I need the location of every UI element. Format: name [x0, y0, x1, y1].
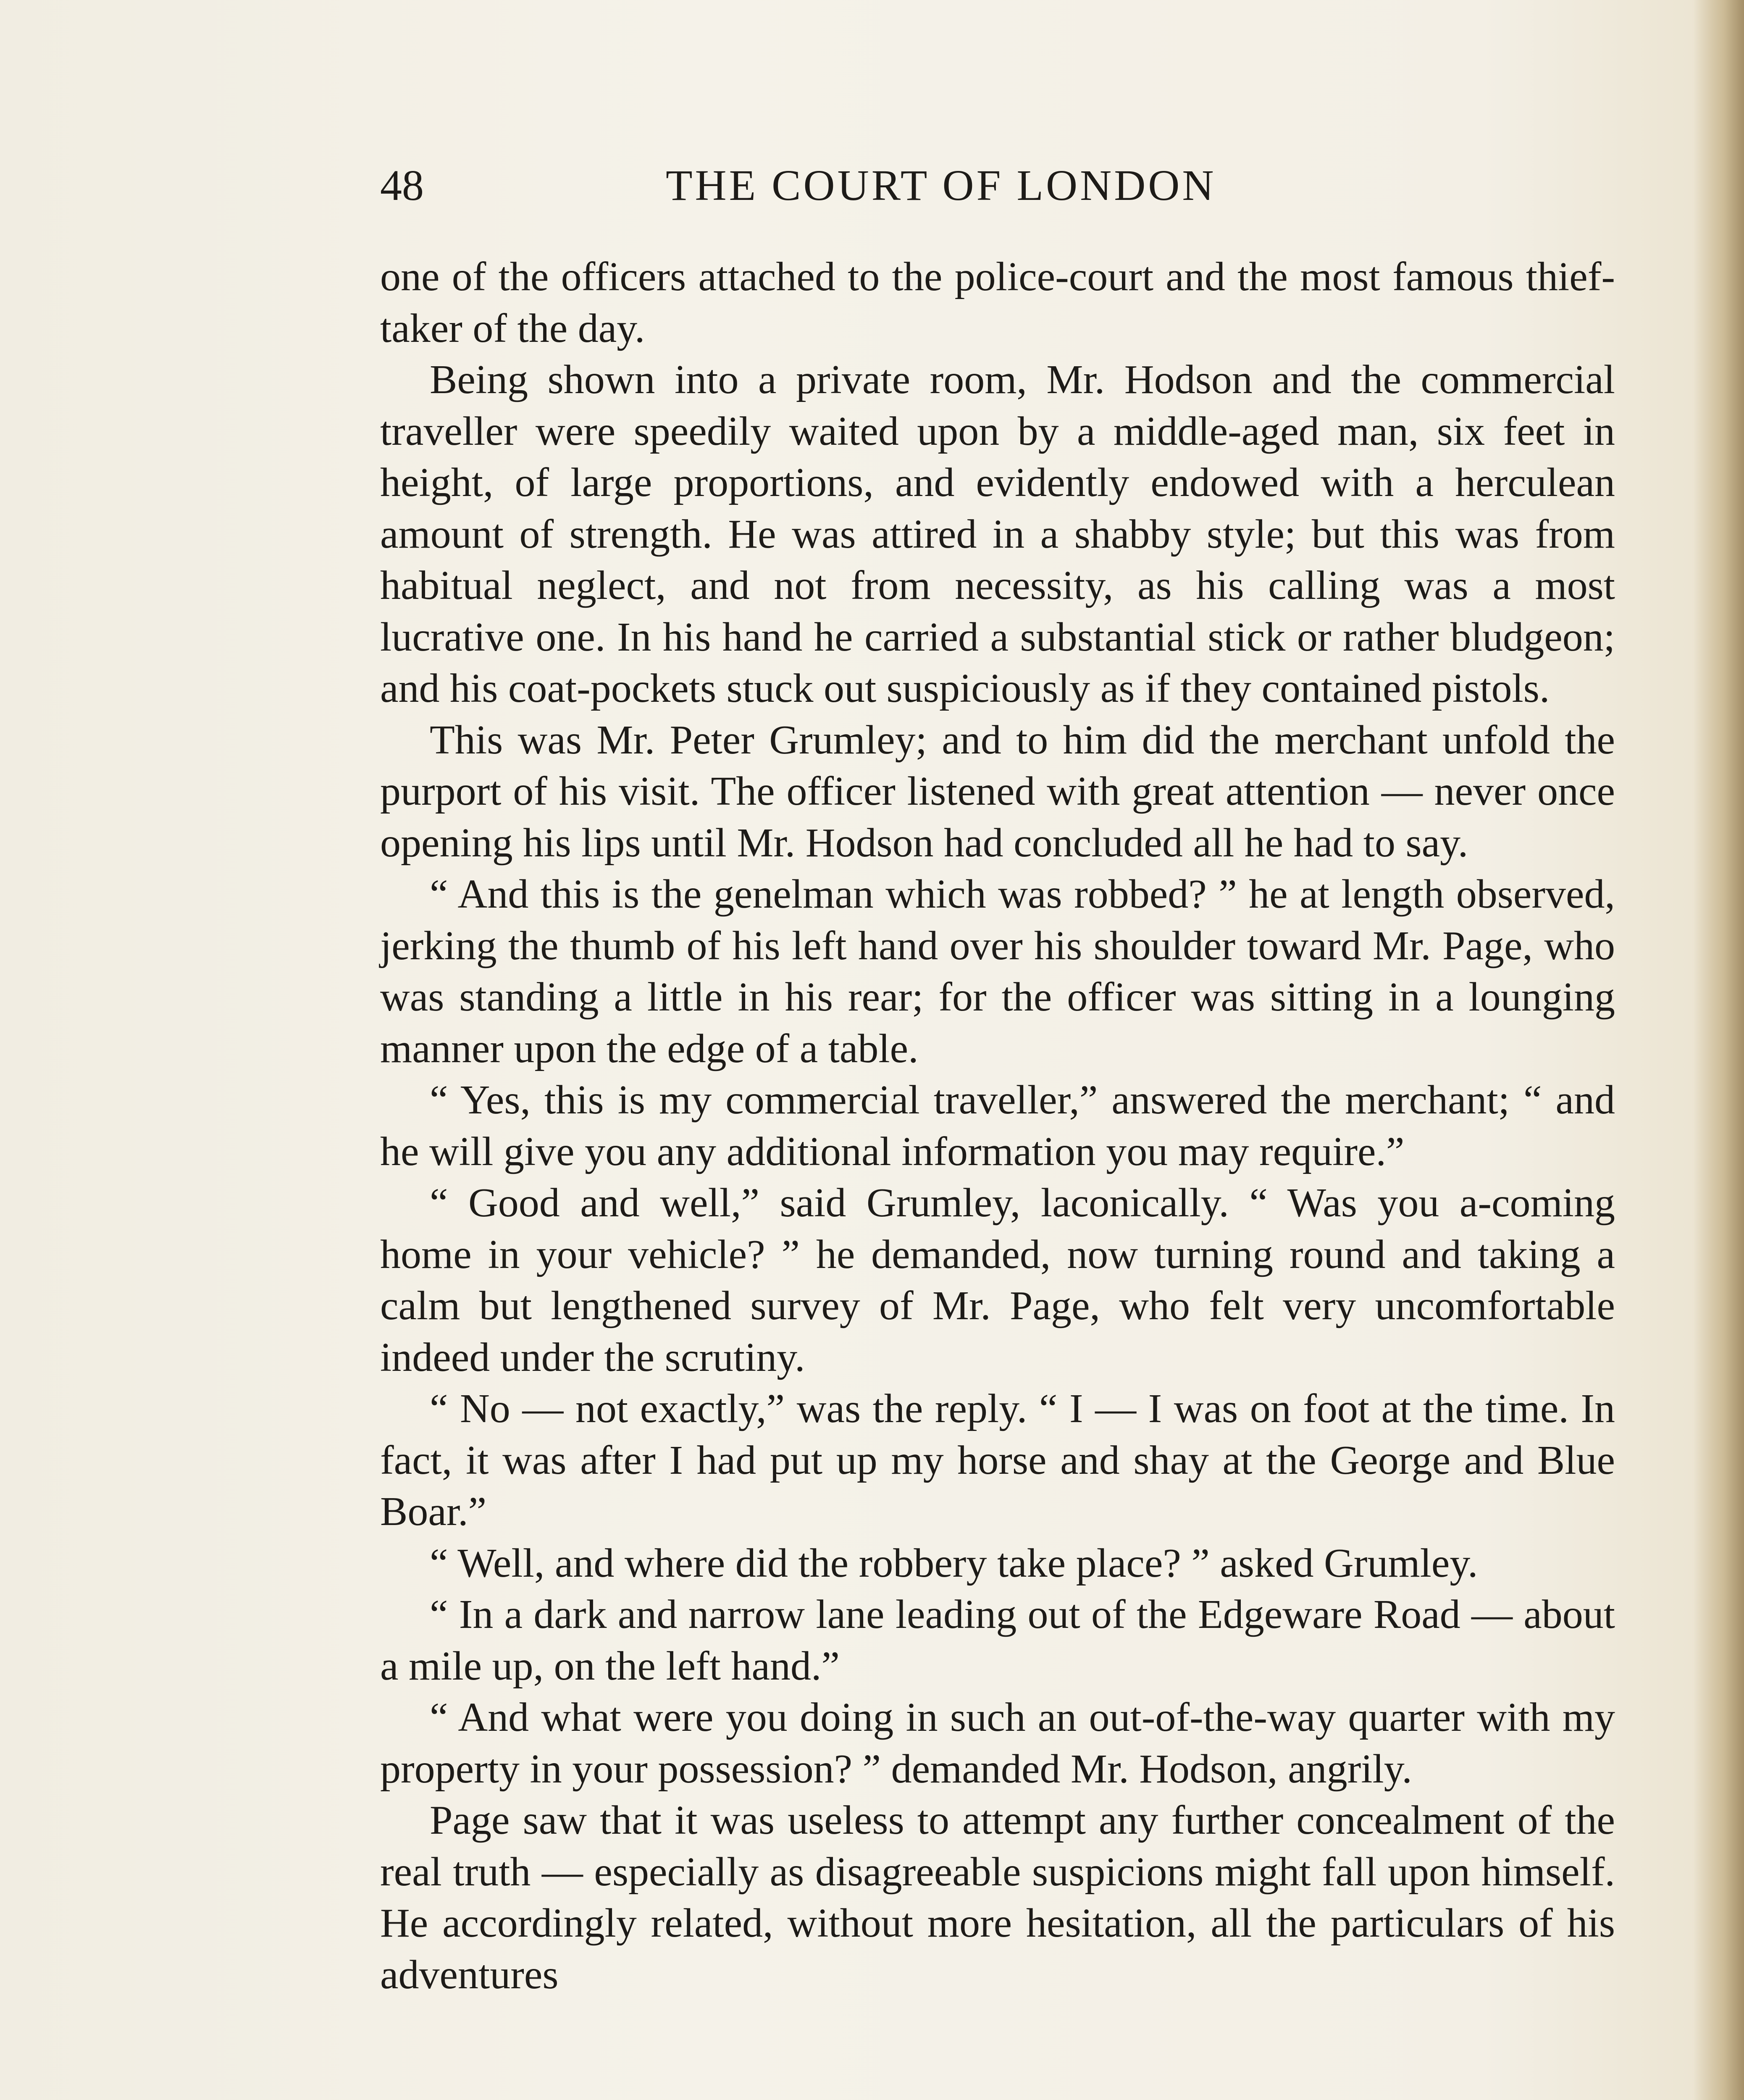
- paragraph: “ No — not exactly,” was the reply. “ I — I was on foot at the time. In fact, it was after I had put up my horse and shay at the George and Blue Boar.”: [380, 1386, 1615, 1534]
- paragraph: This was Mr. Peter Grumley; and to him did the merchant unfold the purport of his visit. The officer listened with great attention — never once opening his lips until Mr. Hodson had concluded all he had to say.: [380, 717, 1615, 866]
- paragraph: one of the officers attached to the police-court and the most famous thief-taker of the day.: [380, 254, 1615, 351]
- running-head: THE COURT OF LONDON: [666, 161, 1216, 210]
- paragraph: “ Yes, this is my commercial traveller,” answered the merchant; “ and he will give you any additional information you may require.”: [380, 1077, 1615, 1174]
- page-edge-shadow: [1694, 0, 1744, 2100]
- page-header: [380, 156, 1615, 215]
- paragraph: “ Good and well,” said Grumley, laconically. “ Was you a-coming home in your vehicle? ” he demanded, now turning round and taking a calm but lengthened survey of Mr. Page, who felt very uncomfortable indeed under the scrutiny.: [380, 1180, 1615, 1380]
- paragraph: Page saw that it was useless to attempt any further concealment of the real truth — especially as disagreeable suspicions might fall upon himself. He accordingly related, without more hesitation, all the particulars of his adventures: [380, 1798, 1615, 1998]
- page-number: 48: [380, 161, 424, 210]
- paragraph: “ And what were you doing in such an out-of-the-way quarter with my property in your possession? ” demanded Mr. Hodson, angrily.: [380, 1695, 1615, 1792]
- body-text: [380, 251, 1615, 2000]
- paragraph: “ In a dark and narrow lane leading out of the Edgeware Road — about a mile up, on the left hand.”: [380, 1592, 1615, 1689]
- paragraph: “ Well, and where did the robbery take place? ” asked Grumley.: [430, 1540, 1478, 1586]
- paragraph: Being shown into a private room, Mr. Hodson and the commercial traveller were speedily waited upon by a middle-aged man, six feet in height, of large proportions, and evidently endowed with a herculean amount of strength. He was attired in a shabby style; but this was from habitual neglect, and not from necessity, as his calling was a most lucrative one. In his hand he carried a substantial stick or rather bludgeon; and his coat-pockets stuck out suspiciously as if they contained pistols.: [380, 357, 1615, 711]
- paragraph: “ And this is the genelman which was robbed? ” he at length observed, jerking the thumb of his left hand over his shoulder toward Mr. Page, who was standing a little in his rear; for the officer was sitting in a lounging manner upon the edge of a table.: [380, 872, 1615, 1071]
